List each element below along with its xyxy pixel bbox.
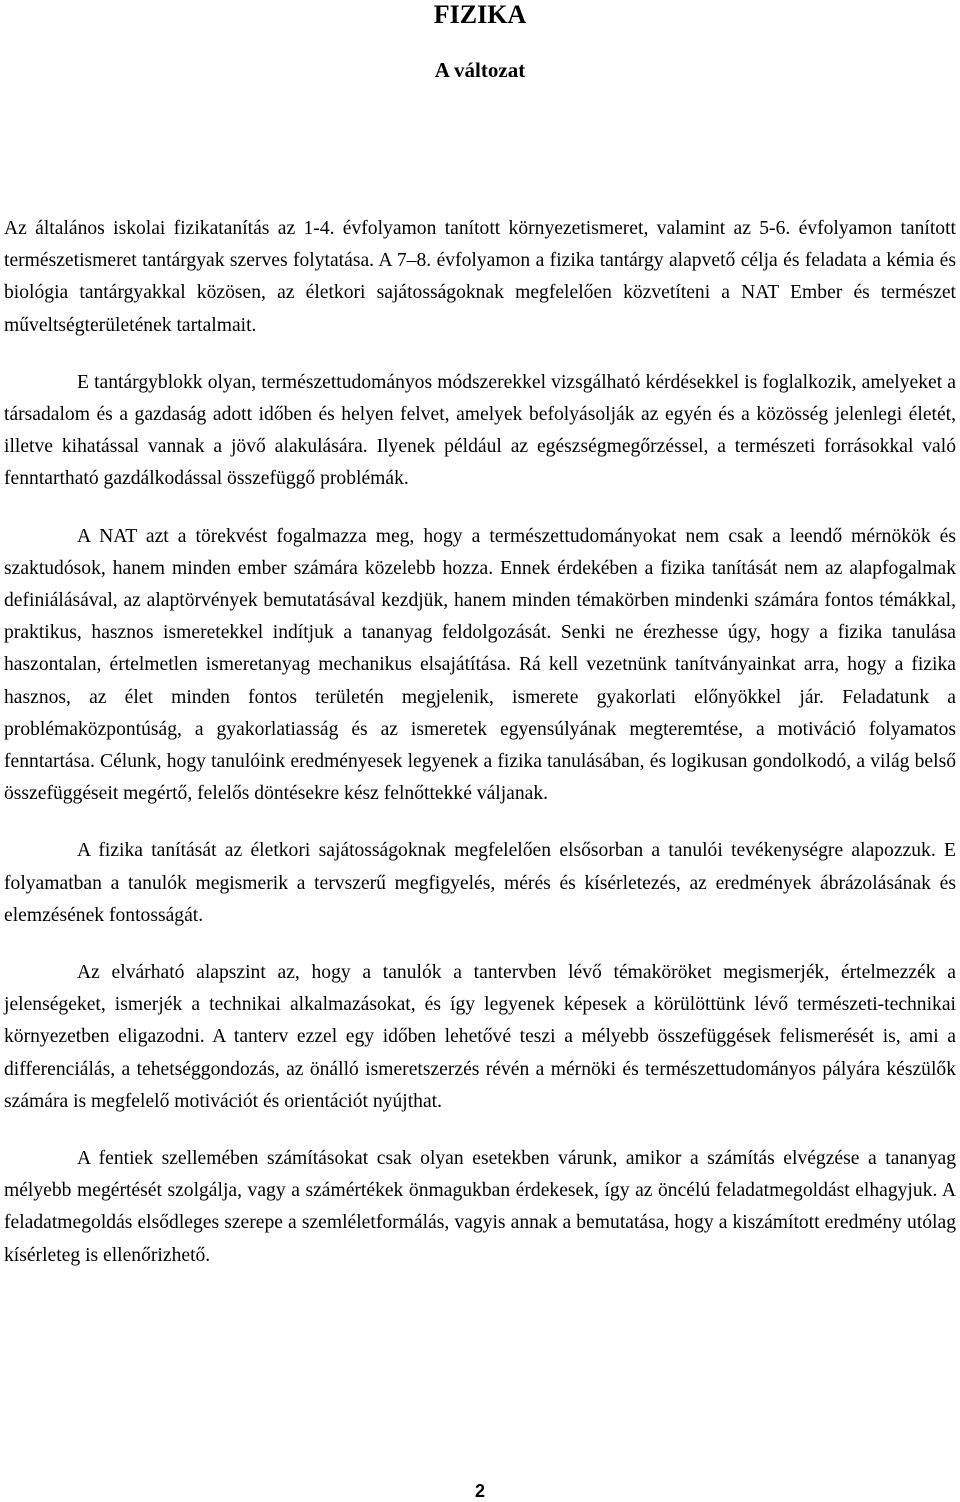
paragraph-alapszint: Az elvárható alapszint az, hogy a tanulók a tantervben lévő témaköröket megismerjék, értelmezzék a jelenségeket, ismerjék a technikai alkalmazásokat, és így legyenek képesek a körülöttünk lévő természeti-technikai környezetben eligazodni. A tanterv ezzel egy időben lehetővé teszi a mélyebb összefüggések felismerését is, ami a differenciálás, a tehetséggondozás, az önálló ismeretszerzés révén a mérnöki és természettudományos pályára készülők számára is megfelelő motivációt és orientációt nyújthat. bbox=[4, 962, 956, 1112]
paragraph-szamitasok: A fentiek szellemében számításokat csak olyan esetekben várunk, amikor a számítás elvégzése a tananyag mélyebb megértését szolgálja, vagy a számértékek önmagukban érdekesek, így az öncélú feladatmegoldást elhagyjuk. A feladatmegoldás elsődleges szerepe a szemléletformálás, vagyis annak a bemutatása, hogy a kiszámított eredmény utólag kísérleteg is ellenőrizhető. bbox=[4, 1148, 956, 1266]
paragraph-tanuloi-tevekenyseg: A fizika tanítását az életkori sajátosságoknak megfelelően elsősorban a tanulói tevékenységre alapozzuk. E folyamatban a tanulók megismerik a tervszerű megfigyelés, mérés és kísérletezés, az eredmények ábrázolásának és elemzésének fontosságát. bbox=[4, 840, 956, 926]
paragraph-nat-torekves: A NAT azt a törekvést fogalmazza meg, hogy a természettudományokat nem csak a leendő mérnökök és szaktudósok, hanem minden ember számára közelebb hozza. Ennek érdekében a fizika tanítását nem az alapfogalmak definiálásával, az alaptörvények bemutatásával kezdjük, hanem minden témakörben mindenki számára fontos témákkal, praktikus, hasznos ismeretekkel indítjuk a tananyag feldolgozását. Senki ne érezhesse úgy, hogy a fizika tanulása haszontalan, értelmetlen ismeretanyag mechanikus elsajátítása. Rá kell vezetnünk tanítványainkat arra, hogy a fizika hasznos, az élet minden fontos területén megjelenik, ismerete gyakorlati előnyökkel jár. Feladatunk a problémaközpontúság, a gyakorlatiasság és az ismeretek egyensúlyának megteremtése, a motiváció folyamatos fenntartása. Célunk, hogy tanulóink eredményesek legyenek a fizika tanulásában, és logikusan gondolkodó, a világ belső összefüggéseit megértő, felelős döntésekre kész felnőttekké váljanak. bbox=[4, 525, 956, 805]
document-subtitle: A változat bbox=[434, 58, 526, 82]
document-title: FIZIKA bbox=[433, 0, 527, 29]
body-text bbox=[4, 213, 956, 1272]
paragraph-intro: Az általános iskolai fizikatanítás az 1-4. évfolyamon tanított környezetismeret, valamint az 5-6. évfolyamon tanított természetismeret tantárgyak szerves folytatása. A 7–8. évfolyamon a fizika tantárgy alapvető célja és feladata a kémia és biológia tantárgyakkal közösen, az életkori sajátosságoknak megfelelően közvetíteni a NAT Ember és természet műveltségterületének tartalmait. bbox=[4, 218, 956, 336]
page-number: 2 bbox=[474, 1481, 485, 1501]
paragraph-tantargyblokk: E tantárgyblokk olyan, természettudományos módszerekkel vizsgálható kérdésekkel is foglalkozik, amelyeket a társadalom és a gazdaság adott időben és helyen felvet, amelyek befolyásolják az egyén és a közösség jelenlegi életét, illetve kihatással vannak a jövő alakulására. Ilyenek például az egészségmegőrzéssel, a természeti forrásokkal való fenntartható gazdálkodással összefüggő problémák. bbox=[4, 371, 956, 490]
